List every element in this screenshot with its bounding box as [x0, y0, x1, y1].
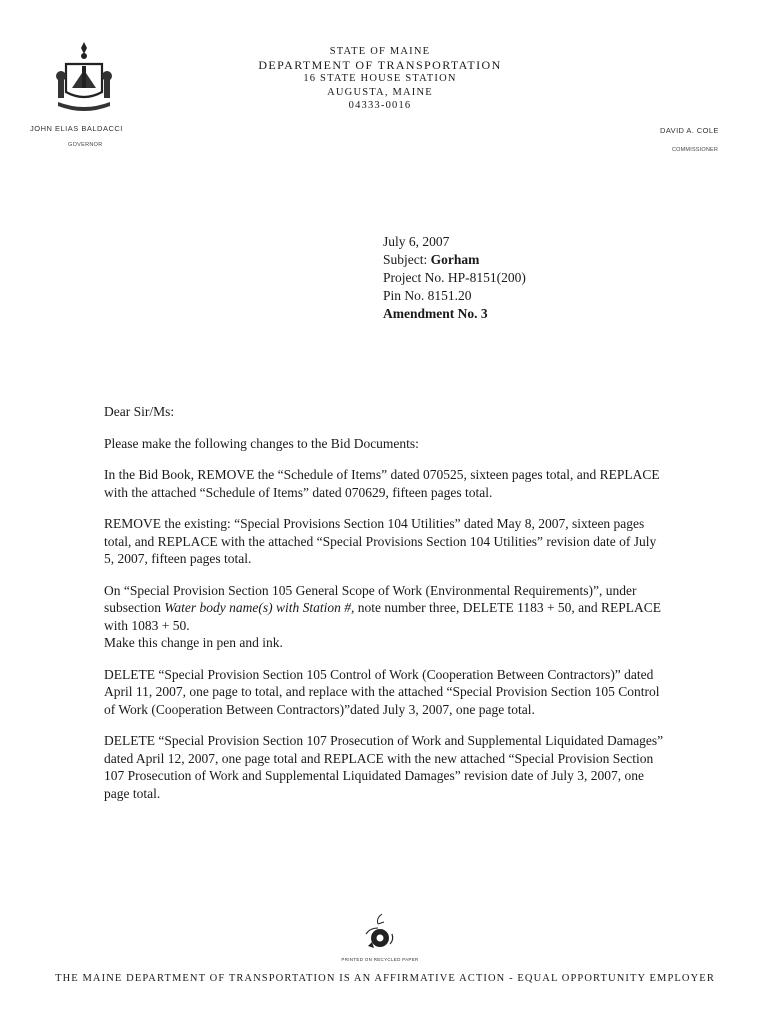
- commissioner-name: DAVID A. COLE: [660, 126, 719, 135]
- recycled-paper-label: PRINTED ON RECYCLED PAPER: [341, 957, 419, 962]
- subject-value: Gorham: [430, 252, 480, 267]
- footer-statement: THE MAINE DEPARTMENT OF TRANSPORTATION IS AN AFFIRMATIVE ACTION - EQUAL OPPORTUNITY EMPLOYER: [55, 973, 715, 984]
- p3-text-a: On “Special Provision Section 105 General Scope of Work (Environmental Requirements)”, under subsection: [104, 582, 637, 615]
- letterhead-zip: 04333-0016: [348, 100, 412, 111]
- subject-line: [383, 251, 526, 269]
- commissioner-title: COMMISSIONER: [672, 147, 719, 153]
- letterhead: [230, 45, 530, 113]
- letterhead-department: DEPARTMENT OF TRANSPORTATION: [258, 57, 502, 72]
- p3-text-b: note number three, DELETE 1183 + 50, and REPLACE with 1083 + 50.: [104, 600, 662, 633]
- pin-number: Pin No. 8151.20: [383, 288, 472, 303]
- paragraph-section-107: DELETE “Special Provision Section 107 Prosecution of Work and Supplemental Liquidated Damages” dated April 12, 2007, one page total and REPLACE with the new attached “Special Provision Section 107 Prosecution of Work and Supplemental Liquidated Damages” revision date of July 3, 2007, one page total.: [104, 733, 664, 801]
- letter-date: July 6, 2007: [383, 234, 450, 249]
- governor-name: JOHN ELIAS BALDACCI: [30, 124, 123, 133]
- paragraph-section-104: REMOVE the existing: “Special Provisions Section 104 Utilities” dated May 8, 2007, sixteen pages total, and REPLACE with the attached “Special Provisions Section 104 Utilities” revision date of July 5, 2007, fifteen pages total.: [104, 516, 657, 566]
- paragraph-section-105-control: DELETE “Special Provision Section 105 Control of Work (Cooperation Between Contractors)” dated April 11, 2007, one page to total, and replace with the attached “Special Provision Section 105 Control of Work (Cooperation Between Contractors)”dated July 3, 2007, one page total.: [104, 666, 660, 717]
- letterhead-city: AUGUSTA, MAINE: [327, 86, 433, 98]
- letterhead-state: STATE OF MAINE: [329, 46, 431, 57]
- subject-label: Subject:: [383, 252, 431, 267]
- letter-body: [104, 403, 664, 816]
- intro-paragraph: Please make the following changes to the Bid Documents:: [104, 435, 419, 451]
- p3-italic: Water body name(s) with Station #,: [164, 600, 355, 615]
- paragraph-schedule-of-items: In the Bid Book, REMOVE the “Schedule of Items” dated 070525, sixteen pages total, and REPLACE with the attached “Schedule of Items” dated 070629, fifteen pages total.: [104, 467, 660, 500]
- salutation: Dear Sir/Ms:: [104, 404, 175, 419]
- paragraph-section-105-scope: [104, 582, 664, 635]
- governor-title: GOVERNOR: [68, 142, 103, 148]
- state-seal-icon: [52, 40, 116, 112]
- letterhead-street: 16 STATE HOUSE STATION: [303, 73, 457, 84]
- pen-and-ink-note: Make this change in pen and ink.: [104, 635, 283, 650]
- amendment-number: Amendment No. 3: [383, 306, 488, 321]
- recycle-logo-icon: [358, 912, 400, 956]
- project-number: Project No. HP-8151(200): [383, 270, 526, 285]
- reference-block: [383, 233, 526, 323]
